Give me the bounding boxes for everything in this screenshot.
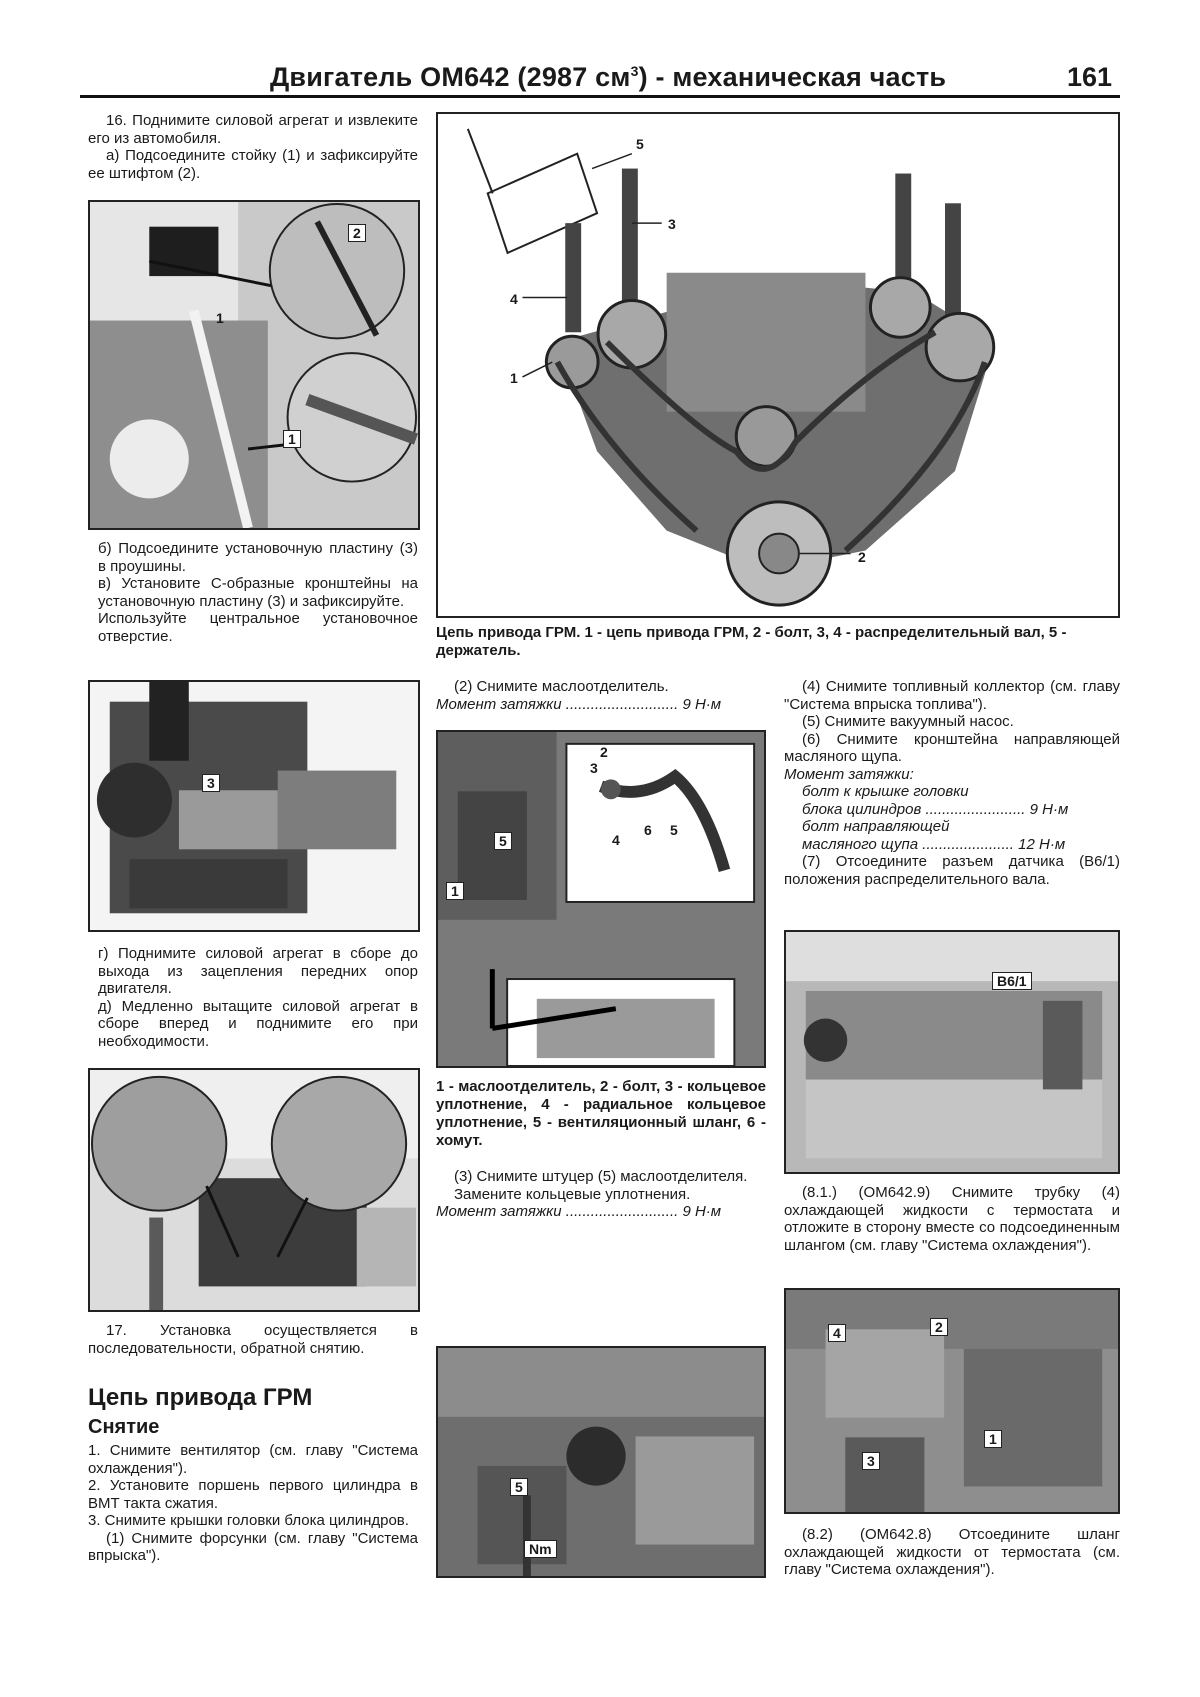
sensor-callout-b61: В6/1 <box>992 972 1032 990</box>
photo-camshaft-sensor <box>784 930 1120 1174</box>
step-16g-text: г) Поднимите силовой агрегат в сборе до выхода из зацепления передних опор двигателя. д) Медленно вытащите силовой агрегат в сборе вперед и поднимите его при необходимости. <box>98 945 418 1050</box>
step-8-2-text: (8.2) (ОМ642.8) Отсоедините шланг охлаждающей жидкости от термостата (см. главу "Система охлаждения"). <box>784 1526 1120 1578</box>
page-title: Двигатель OM642 (2987 $см^3$) - механическая часть <box>270 62 947 92</box>
photo-oil-separator <box>436 730 766 1068</box>
sep-callout-5: 5 <box>670 822 678 838</box>
sep-callout-1: 1 <box>446 882 464 900</box>
step-17-text: 17. Установка осуществляется в последовательности, обратной снятию. <box>88 1322 418 1357</box>
step-2-text: (2) Снимите маслоотделитель. Момент затяжки ........................... 9 Н·м <box>436 678 722 713</box>
thermo-callout-1: 1 <box>984 1430 1002 1448</box>
oil-separator-caption: 1 - маслоотделитель, 2 - болт, 3 - кольцевое уплотнение, 4 - радиальное кольцевое уплотнение, 5 - вентиляционный шланг, 6 - хомут. <box>436 1078 766 1149</box>
photo-lift-stand <box>88 200 420 530</box>
thermo-callout-2: 2 <box>930 1318 948 1336</box>
page-number: 161 <box>1066 62 1112 92</box>
timing-callout-5: 5 <box>636 136 644 152</box>
timing-callout-2: 2 <box>858 549 866 565</box>
figure-timing-chain <box>436 112 1120 618</box>
callout-1-inset: 1 <box>283 430 301 448</box>
removal-steps: 1. Снимите вентилятор (см. главу "Система охлаждения"). 2. Установите поршень первого цилиндра в ВМТ такта сжатия. 3. Снимите крышки головки блока цилиндров. (1) Снимите форсунки (см. главу "Система впрыска"). <box>88 1442 418 1564</box>
step-8-1-text: (8.1.) (ОМ642.9) Снимите трубку (4) охлаждающей жидкости с термостата и отложите в сторону вместе со подсоединенным шлангом (см. главу "Система охлаждения"). <box>784 1184 1120 1254</box>
timing-callout-3: 3 <box>668 216 676 232</box>
timing-callout-1: 1 <box>510 370 518 386</box>
subsection-title: Снятие <box>88 1416 160 1438</box>
sep-callout-2: 2 <box>600 744 608 760</box>
step-3-text: (3) Снимите штуцер (5) маслоотделителя. Замените кольцевые уплотнения. Момент затяжки ........................... 9 Н·м <box>436 1168 748 1220</box>
step-16b-text: б) Подсоедините установочную пластину (3) в проушины. в) Установите С-образные кронштейны на установочную пластину (3) и зафиксируйте. Используйте центральное установочное отверстие. <box>98 540 418 645</box>
right-steps-text: (4) Снимите топливный коллектор (см. главу "Система впрыска топлива"). (5) Снимите вакуумный насос. (6) Снимите кронштейна направляющей масляного щупа. Момент затяжки: болт к крышке головки блока цилиндров ........................ 9 Н·м болт направляющей масляного щупа ...................... 12 Н·м (7) Отсоедините разъем датчика (В6/1) положения распределительного вала. <box>784 678 1120 888</box>
sep-callout-4: 4 <box>612 832 620 848</box>
step-16-text: 16. Поднимите силовой агрегат и извлеките его из автомобиля. а) Подсоедините стойку (1) и зафиксируйте ее штифтом (2). <box>88 112 418 182</box>
fitting-callout-5: 5 <box>510 1478 528 1496</box>
thermo-callout-4: 4 <box>828 1324 846 1342</box>
thermo-callout-3: 3 <box>862 1452 880 1470</box>
callout-1: 1 <box>216 310 224 326</box>
fitting-callout-nm: Nm <box>524 1540 557 1558</box>
sep-callout-6: 6 <box>644 822 652 838</box>
photo-engine-lowered <box>88 1068 420 1312</box>
callout-2: 2 <box>348 224 366 242</box>
section-title: Цепь привода ГРМ <box>88 1384 313 1411</box>
timing-caption: Цепь привода ГРМ. 1 - цепь привода ГРМ, 2 - болт, 3, 4 - распределительный вал, 5 - держатель. <box>436 624 1067 659</box>
photo-engine-mounted <box>88 680 420 932</box>
photo-separator-fitting <box>436 1346 766 1578</box>
page-header <box>80 60 1120 98</box>
photo-thermostat <box>784 1288 1120 1514</box>
sep-callout-5-engine: 5 <box>494 832 512 850</box>
timing-callout-4: 4 <box>510 291 518 307</box>
sep-callout-3: 3 <box>590 760 598 776</box>
callout-3: 3 <box>202 774 220 792</box>
